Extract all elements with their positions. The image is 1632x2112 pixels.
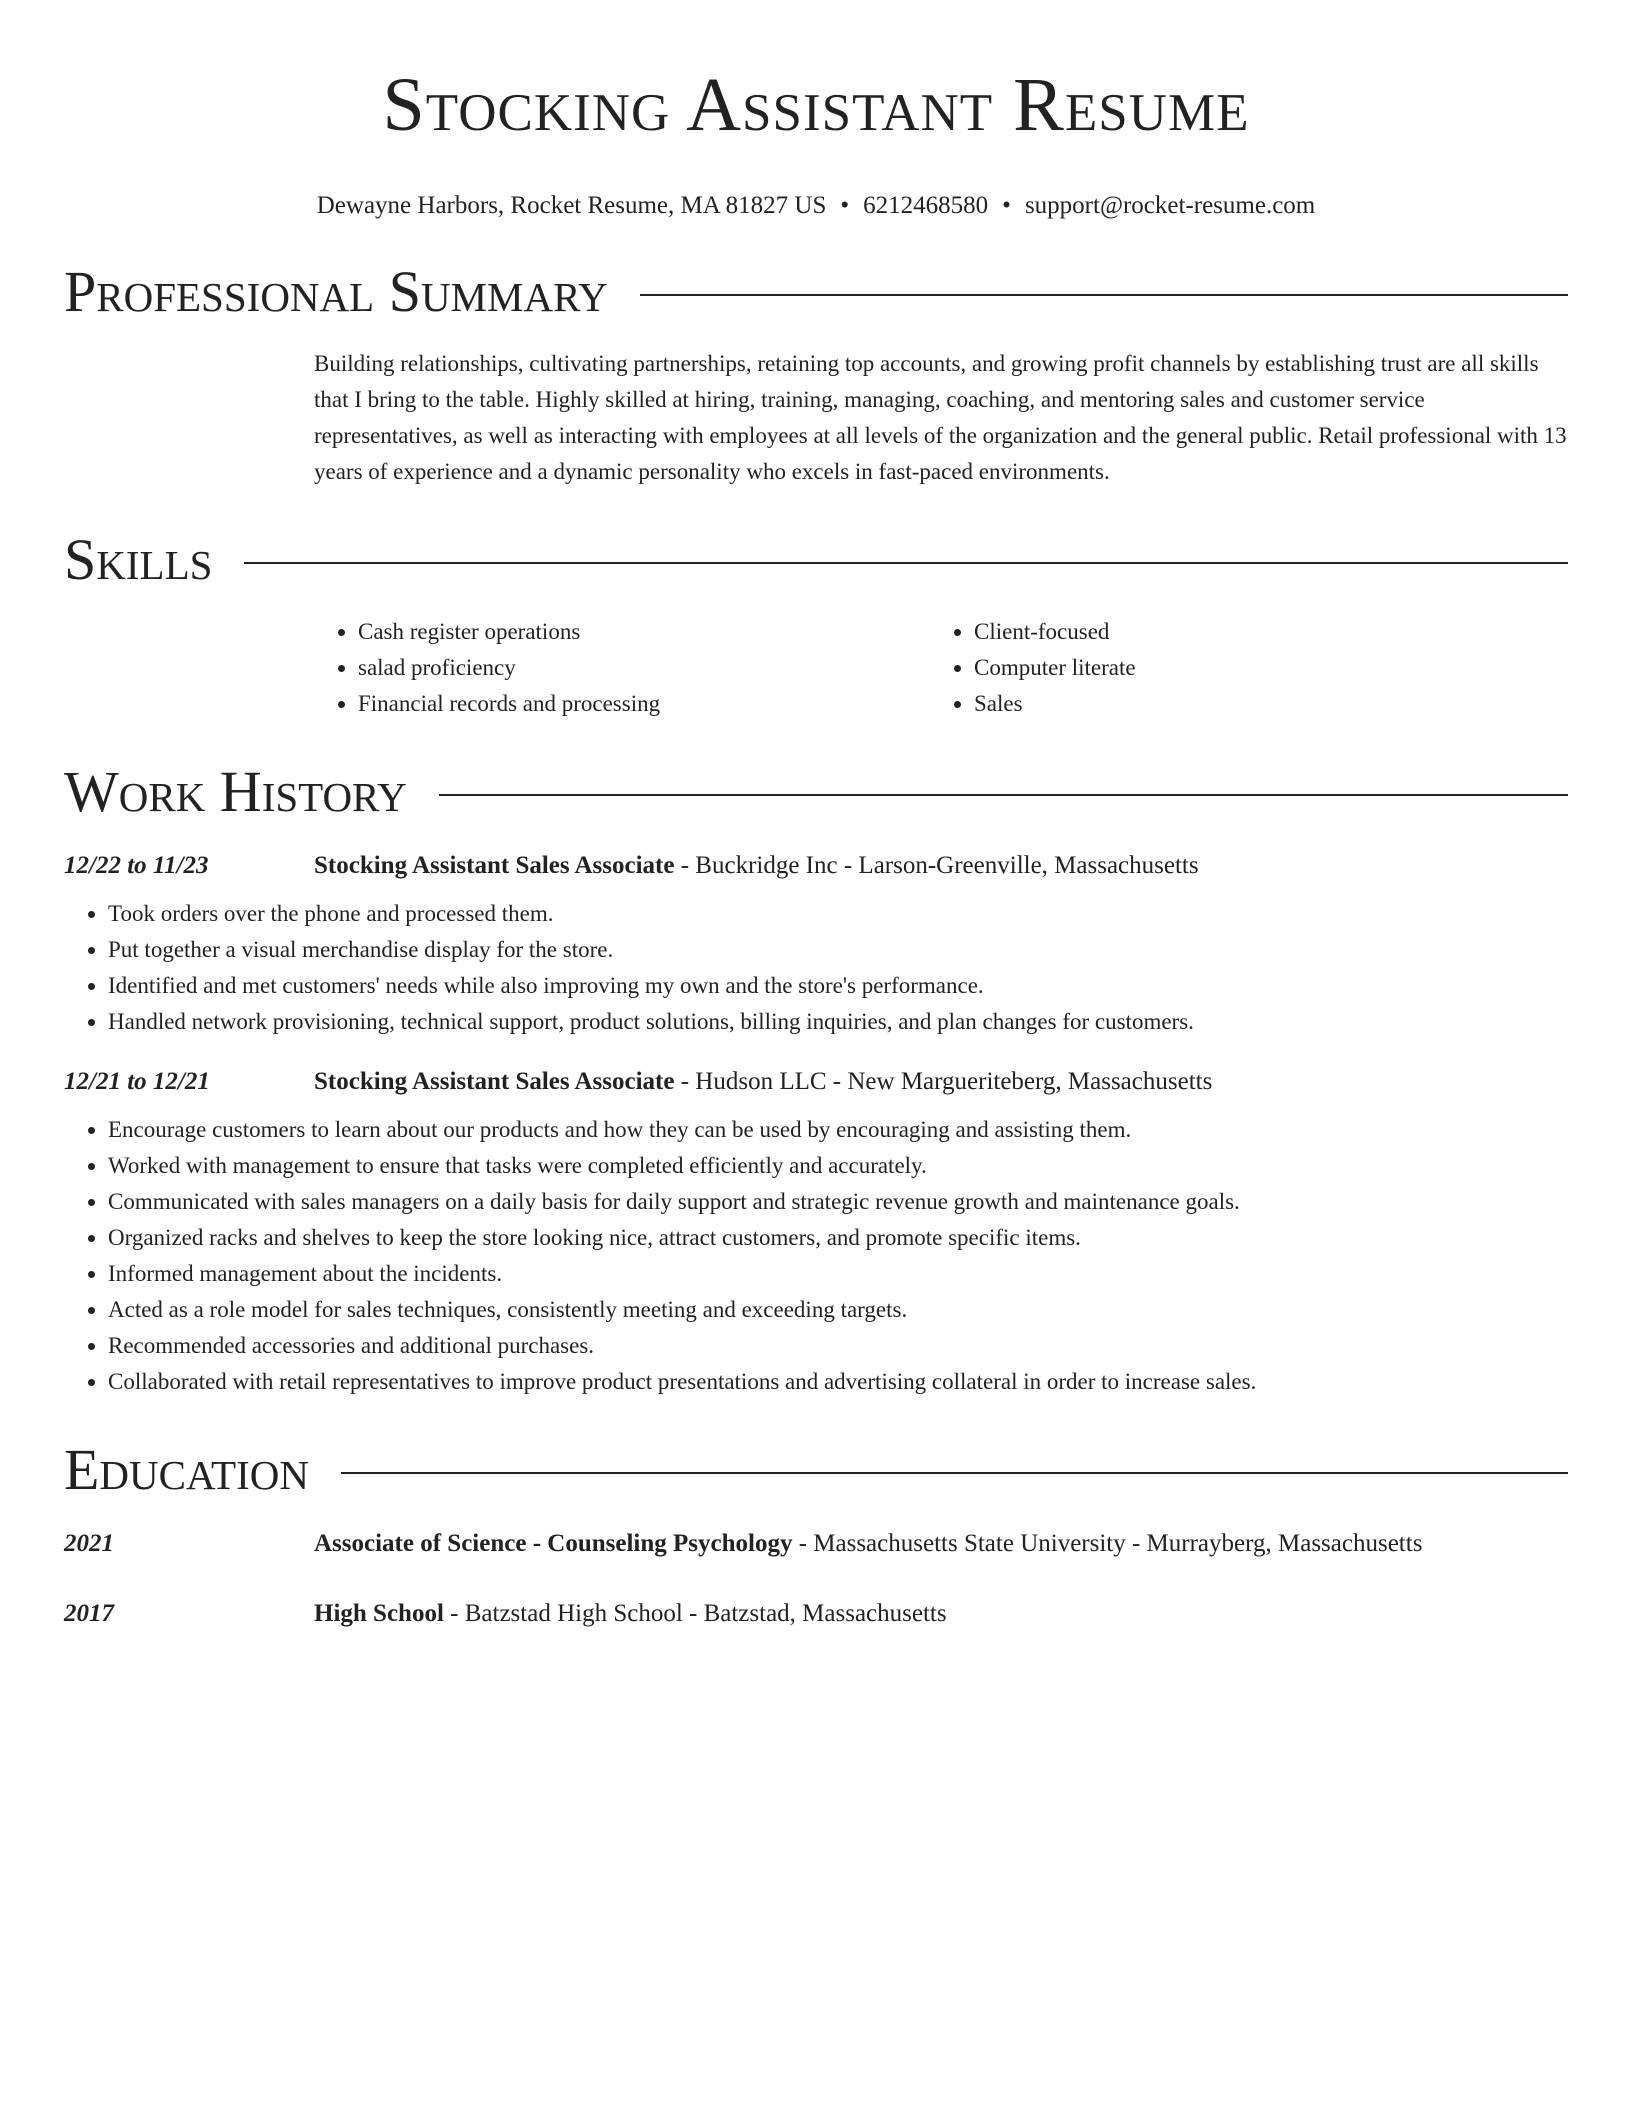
job-bullet: • Put together a visual merchandise display for the store. [108,932,1568,968]
skills-column-1 [314,614,930,722]
education-degree: Associate of Science - Counseling Psychology [314,1530,793,1557]
skills-heading: Skills [64,527,213,592]
section-divider [439,794,1568,796]
section-divider [640,294,1568,296]
education-header [64,1526,1568,1562]
job-bullet: • Collaborated with retail representatives to improve product presentations and advertising collateral in order to increase sales. [108,1364,1568,1400]
contact-phone: 6212468580 [863,192,989,219]
education-school: - Batzstad High School - Batzstad, Massachusetts [443,1600,947,1627]
education-entry [64,1596,1568,1632]
skill-item: • Client-focused [974,614,1546,650]
education-heading: Education [64,1437,309,1502]
skill-item: • Sales [974,686,1546,722]
contact-address: Dewayne Harbors, Rocket Resume, MA 81827 US [316,192,827,219]
job-bullet: • Worked with management to ensure that tasks were completed efficiently and accurately. [108,1148,1568,1184]
job-bullet: • Communicated with sales managers on a daily basis for daily support and strategic revenue growth and maintenance goals. [108,1184,1568,1220]
job-company: - Buckridge Inc - Larson-Greenville, Massachusetts [674,852,1199,879]
job-bullet: • Encourage customers to learn about our products and how they can be used by encouraging and assisting them. [108,1112,1568,1148]
education-degree: High School [314,1600,444,1627]
job-bullets [64,896,1568,1040]
education-entry [64,1526,1568,1562]
education-section-header [64,1438,1568,1502]
contact-line [64,190,1568,222]
skills-list [314,614,1568,722]
job-title: Stocking Assistant Sales Associate [314,1068,675,1095]
work-heading: Work History [64,759,407,824]
contact-separator: • [1002,192,1011,219]
education-header [64,1596,1568,1632]
summary-heading: Professional Summary [64,259,608,324]
job-info [314,1064,1568,1100]
job-bullets [64,1112,1568,1400]
section-divider [244,562,1568,564]
summary-text: Building relationships, cultivating partnerships, retaining top accounts, and growing profit channels by establishing trust are all skills that I bring to the table. Highly skilled at hiring, training, managing, coaching, and mentoring sales and customer service representatives, as well as interacting with employees at all levels of the organization and the general public. Retail professional with 13 years of experience and a dynamic personality who excels in fast-paced environments. [314,351,1567,484]
education-school: - Massachusetts State University - Murrayberg, Massachusetts [792,1530,1423,1557]
job-title: Stocking Assistant Sales Associate [314,852,675,879]
education-year: 2021 [64,1530,114,1557]
job-entry [64,848,1568,1040]
job-bullet: • Informed management about the incidents. [108,1256,1568,1292]
job-bullet: • Handled network provisioning, technical support, product solutions, billing inquiries, and plan changes for customers. [108,1004,1568,1040]
education-info [314,1596,1568,1632]
work-section-header [64,760,1568,824]
job-company: - Hudson LLC - New Margueriteberg, Massachusetts [674,1068,1213,1095]
job-header [64,848,1568,884]
skill-item: • Cash register operations [358,614,930,650]
job-bullet: • Organized racks and shelves to keep the store looking nice, attract customers, and promote specific items. [108,1220,1568,1256]
job-dates: 12/21 to 12/21 [64,1068,210,1095]
skills-section-header [64,528,1568,592]
contact-email: support@rocket-resume.com [1024,192,1316,219]
job-entry [64,1064,1568,1400]
job-bullet: • Identified and met customers' needs while also improving my own and the store's performance. [108,968,1568,1004]
summary-section-header [64,260,1568,324]
job-info [314,848,1568,884]
job-bullet: • Recommended accessories and additional purchases. [108,1328,1568,1364]
job-bullet: • Acted as a role model for sales techniques, consistently meeting and exceeding targets. [108,1292,1568,1328]
job-header [64,1064,1568,1100]
skill-item: • Computer literate [974,650,1546,686]
resume-title: Stocking Assistant Resume [382,63,1250,147]
job-bullet: • Took orders over the phone and processed them. [108,896,1568,932]
skill-item: • Financial records and processing [358,686,930,722]
job-dates: 12/22 to 11/23 [64,852,209,879]
skill-item: • salad proficiency [358,650,930,686]
education-info [314,1526,1568,1562]
section-divider [341,1472,1568,1474]
education-year: 2017 [64,1600,114,1627]
contact-separator: • [840,192,850,219]
skills-column-2 [930,614,1546,722]
